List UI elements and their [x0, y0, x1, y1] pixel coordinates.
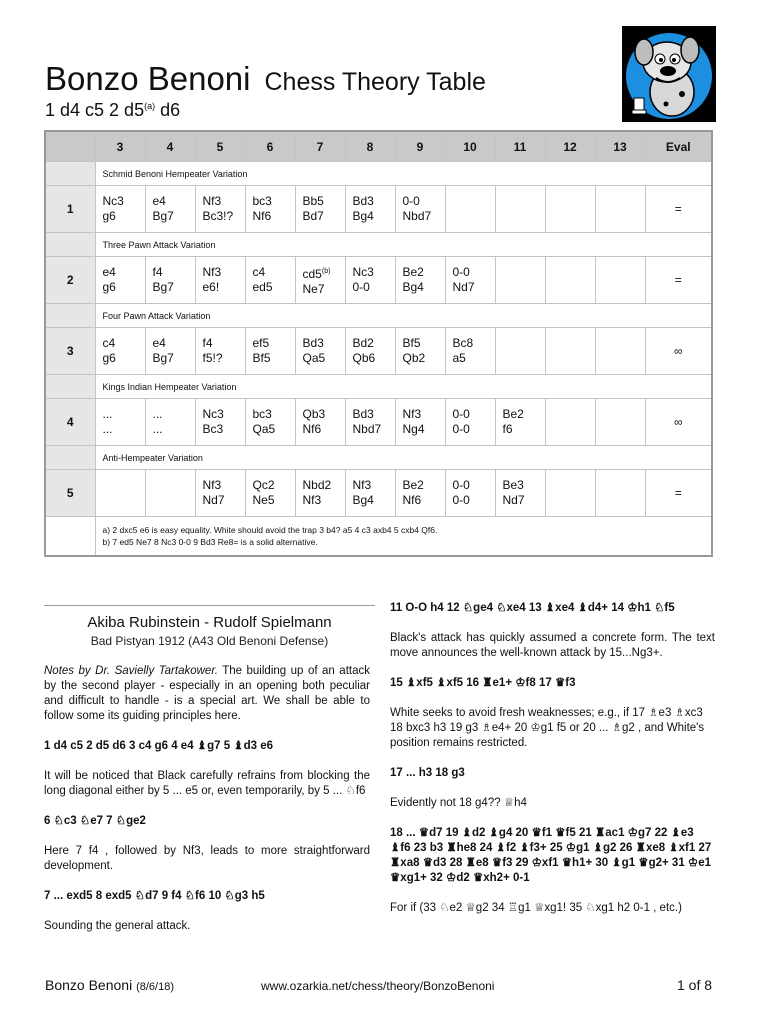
black-move: ed5	[252, 280, 273, 294]
white-move	[103, 265, 145, 280]
move-cell	[495, 399, 545, 446]
white-move	[153, 194, 195, 209]
white-move	[253, 407, 295, 422]
white-move-text: ...	[152, 407, 163, 421]
move-cell	[395, 470, 445, 517]
white-move	[403, 407, 445, 422]
white-move	[203, 336, 245, 351]
move-cell	[595, 257, 645, 304]
move-cell	[145, 257, 195, 304]
move-cell	[195, 257, 245, 304]
header-cell: 5	[195, 131, 245, 162]
game-heading	[44, 605, 375, 648]
white-move-text: Qb3	[302, 407, 326, 421]
move-cell	[295, 399, 345, 446]
row-number: 1	[45, 186, 95, 233]
variation-name: Three Pawn Attack Variation	[95, 233, 712, 257]
move-cell	[245, 328, 295, 375]
white-move	[253, 194, 295, 209]
white-move-text: 0-0	[402, 194, 420, 208]
black-move: ...	[102, 422, 113, 436]
black-move: 0-0	[452, 422, 470, 436]
black-move: Bd7	[302, 209, 324, 223]
moves-row	[45, 186, 712, 233]
black-move: Bc3!?	[202, 209, 234, 223]
header-cell: 11	[495, 131, 545, 162]
white-move-text: Nc3	[352, 265, 374, 279]
title-sub: Chess Theory Table	[264, 68, 486, 96]
white-move	[403, 265, 445, 280]
black-move: 0-0	[352, 280, 370, 294]
white-move-text: Nf3	[202, 478, 222, 492]
move-text: 11 O-O h4 12 ♘ge4 ♘xe4 13 ♝xe4 ♝d4+ 14 ♔h1 ♘f5	[390, 602, 675, 614]
white-move-text: Nbd2	[302, 478, 332, 492]
white-move-text: bc3	[252, 407, 272, 421]
move-cell	[195, 186, 245, 233]
white-move-text: Bd3	[352, 407, 374, 421]
black-move: Nbd7	[402, 209, 432, 223]
move-cell	[145, 470, 195, 517]
move-cell	[95, 257, 145, 304]
variation-name: Schmid Benoni Hempeater Variation	[95, 162, 712, 186]
evaluation-cell: ∞	[645, 399, 712, 446]
notes-lead: Notes by Dr. Savielly Tartakower.	[44, 665, 218, 677]
move-cell	[345, 470, 395, 517]
white-move-text: Be3	[502, 478, 524, 492]
white-move-text: Nc3	[102, 194, 124, 208]
move-cell	[545, 470, 595, 517]
move-cell	[345, 399, 395, 446]
move-cell	[595, 186, 645, 233]
white-move-text: 0-0	[452, 265, 470, 279]
black-move: Nd7	[452, 280, 475, 294]
header-cell: 3	[95, 131, 145, 162]
row-number: 5	[45, 470, 95, 517]
move-cell	[345, 328, 395, 375]
black-move: Bg4	[402, 280, 424, 294]
move-cell	[545, 328, 595, 375]
footer-date: (8/6/18)	[136, 981, 174, 993]
move-cell	[295, 186, 345, 233]
move-cell	[245, 399, 295, 446]
header-cell: 4	[145, 131, 195, 162]
header-cell: 13	[595, 131, 645, 162]
white-move	[353, 265, 395, 280]
variation-row	[45, 233, 712, 257]
black-move: Qa5	[252, 422, 276, 436]
black-move: Nf6	[302, 422, 322, 436]
opening-moves-end: d6	[155, 100, 181, 120]
right-column	[390, 601, 715, 916]
move-cell	[145, 399, 195, 446]
black-move: Bg4	[352, 209, 374, 223]
white-move-text: Be2	[402, 478, 424, 492]
comment-text: Here 7 f4 , followed by Nf3, leads to more straightforward development.	[44, 845, 370, 872]
white-move-text: Bb5	[302, 194, 324, 208]
header-cell: 8	[345, 131, 395, 162]
moves-row	[45, 257, 712, 304]
white-move	[103, 407, 145, 422]
move-cell	[195, 399, 245, 446]
white-move	[253, 478, 295, 493]
white-move-text: Bd2	[352, 336, 374, 350]
black-move: Nf6	[402, 493, 422, 507]
white-move	[253, 265, 295, 280]
white-move	[503, 407, 545, 422]
black-move: Bf5	[252, 351, 271, 365]
row-number-cell	[45, 233, 95, 257]
white-move-text: ef5	[252, 336, 270, 350]
move-cell	[245, 186, 295, 233]
moves-row	[45, 328, 712, 375]
footer-doc-name: Bonzo Benoni	[45, 977, 133, 993]
white-move	[303, 194, 345, 209]
opening-footnote-ref: (a)	[144, 101, 156, 111]
move-text: 1 d4 c5 2 d5 d6 3 c4 g6 4 e4 ♝g7 5 ♝d3 e6	[44, 740, 274, 752]
notes-paragraph	[44, 664, 370, 724]
black-move: ...	[152, 422, 163, 436]
black-move: Bg7	[152, 351, 174, 365]
black-move: g6	[102, 209, 116, 223]
move-cell	[295, 257, 345, 304]
move-cell	[195, 328, 245, 375]
header-cell: 9	[395, 131, 445, 162]
row-number: 2	[45, 257, 95, 304]
black-move: Ne5	[252, 493, 275, 507]
white-move	[353, 336, 395, 351]
move-text: 7 ... exd5 8 exd5 ♘d7 9 f4 ♘f6 10 ♘g3 h5	[44, 890, 265, 902]
variation-row	[45, 446, 712, 470]
move-text: 15 ♝xf5 ♝xf5 16 ♜e1+ ♔f8 17 ♛f3	[390, 677, 576, 689]
white-move	[453, 478, 495, 493]
move-cell	[595, 399, 645, 446]
move-cell	[445, 328, 495, 375]
white-move-text: Nf3	[202, 265, 222, 279]
white-move-text: f4	[202, 336, 213, 350]
evaluation-cell: =	[645, 257, 712, 304]
comment-text: Sounding the general attack.	[44, 920, 191, 932]
white-move-text: cd5	[302, 266, 322, 281]
move-text: 18 ... ♛d7 19 ♝d2 ♝g4 20 ♛f1 ♛f5 21 ♜ac1 ♔g7 22 ♝e3 ♝f6 23 b3 ♜he8 24 ♝f2 ♝f3+ 25 ♔g1 ♝g2 26 ♜xe8 ♝xf1 27 ♜xa8 ♛d3 28 ♜e8 ♛f3 29 ♔xf1 ♛h1+ 30 ♝g1 ♛g2+ 31 ♔e1 ♛xg1+ 32 ♔d2 ♛xh2+ 0-1	[390, 827, 712, 884]
white-move	[403, 478, 445, 493]
footer-page-number: 1 of 8	[677, 977, 713, 993]
move-cell	[195, 470, 245, 517]
move-cell	[495, 186, 545, 233]
white-move	[103, 194, 145, 209]
white-move-text: Be2	[402, 265, 424, 279]
move-cell	[445, 186, 495, 233]
footnote-b: b) 7 ed5 Ne7 8 Nc3 0-0 9 Bd3 Re8= is a solid alternative.	[102, 537, 318, 547]
row-number-cell	[45, 446, 95, 470]
move-cell	[395, 399, 445, 446]
move-cell	[145, 186, 195, 233]
white-move	[503, 478, 545, 493]
move-cell	[295, 470, 345, 517]
move-cell	[145, 328, 195, 375]
evaluation-cell: =	[645, 470, 712, 517]
black-move: f6	[502, 422, 513, 436]
move-cell	[395, 257, 445, 304]
white-move	[153, 407, 195, 422]
white-move-text: Nf3	[402, 407, 422, 421]
black-move: Bg4	[352, 493, 374, 507]
variation-row	[45, 375, 712, 399]
table-header-row	[45, 131, 712, 162]
move-cell	[545, 257, 595, 304]
white-move-text: Nf3	[352, 478, 372, 492]
move-cell	[395, 186, 445, 233]
black-move: Nf3	[302, 493, 322, 507]
title-main: Bonzo Benoni	[45, 60, 251, 97]
white-move	[203, 265, 245, 280]
black-move: g6	[102, 280, 116, 294]
white-move	[403, 336, 445, 351]
white-move	[403, 194, 445, 209]
footnote-a: a) 2 dxc5 e6 is easy equality. White should avoid the trap 3 b4? a5 4 c3 axb4 5 cxb4 Qf6.	[102, 525, 438, 535]
white-move	[303, 264, 345, 282]
black-move: e6!	[202, 280, 220, 294]
white-move	[353, 478, 395, 493]
black-move: a5	[452, 351, 466, 365]
white-move-text: Nc3	[202, 407, 224, 421]
move-cell	[595, 328, 645, 375]
move-cell	[295, 328, 345, 375]
comment-text: For if (33 ♘e2 ♕g2 34 ♖g1 ♕xg1! 35 ♘xg1 h2 0-1 , etc.)	[390, 902, 682, 914]
header-cell: Eval	[645, 131, 712, 162]
header-cell: 7	[295, 131, 345, 162]
move-cell	[445, 257, 495, 304]
black-move: Ng4	[402, 422, 425, 436]
white-move-text: e4	[152, 194, 166, 208]
white-move	[253, 336, 295, 351]
move-cell	[495, 470, 545, 517]
black-move: Nd7	[202, 493, 225, 507]
row-number: 3	[45, 328, 95, 375]
row-number-cell	[45, 375, 95, 399]
black-move: Nd7	[502, 493, 525, 507]
moves-row	[45, 399, 712, 446]
footer-left	[45, 977, 174, 993]
white-move-text: Bd3	[302, 336, 324, 350]
white-move	[153, 265, 195, 280]
header-cell: 10	[445, 131, 495, 162]
move-cell	[595, 470, 645, 517]
footnote-ref: (b)	[321, 267, 331, 275]
white-move-text: Nf3	[202, 194, 222, 208]
white-move	[353, 194, 395, 209]
bonzo-logo	[622, 26, 716, 122]
evaluation-cell: =	[645, 186, 712, 233]
white-move	[353, 407, 395, 422]
move-cell	[245, 470, 295, 517]
evaluation-cell: ∞	[645, 328, 712, 375]
moves-row	[45, 470, 712, 517]
white-move	[453, 336, 495, 351]
white-move-text: ...	[102, 407, 113, 421]
variation-name: Four Pawn Attack Variation	[95, 304, 712, 328]
game-title: Akiba Rubinstein - Rudolf Spielmann	[87, 614, 332, 631]
left-column	[44, 664, 370, 934]
row-number-cell	[45, 304, 95, 328]
white-move-text: f4	[152, 265, 163, 279]
comment-text: Black's attack has quickly assumed a concrete form. The text move announces the well-known attack by 15...Ng3+.	[390, 632, 715, 659]
white-move	[203, 194, 245, 209]
move-cell	[245, 257, 295, 304]
move-cell	[95, 399, 145, 446]
variation-row	[45, 162, 712, 186]
white-move-text: Be2	[502, 407, 524, 421]
move-cell	[345, 186, 395, 233]
move-text: 17 ... h3 18 g3	[390, 767, 465, 779]
move-cell	[95, 186, 145, 233]
white-move-text: e4	[102, 265, 116, 279]
move-cell	[495, 257, 545, 304]
white-move-text: Bf5	[402, 336, 421, 350]
black-move: Bg7	[152, 209, 174, 223]
white-move-text: 0-0	[452, 478, 470, 492]
white-move	[153, 336, 195, 351]
white-move-text: Bc8	[452, 336, 474, 350]
move-cell	[545, 399, 595, 446]
move-cell	[545, 186, 595, 233]
opening-line	[45, 100, 180, 121]
black-move: 0-0	[452, 493, 470, 507]
black-move: f5!?	[202, 351, 223, 365]
row-number-cell	[45, 162, 95, 186]
white-move-text: Qc2	[252, 478, 275, 492]
move-cell	[95, 328, 145, 375]
white-move-text: c4	[252, 265, 266, 279]
comment-text: Evidently not 18 g4?? ♕h4	[390, 797, 527, 809]
comment-text: It will be noticed that Black carefully refrains from blocking the long diagonal either by 5 ... e5 or, even temporarily, by 5 ... ♘f6	[44, 770, 370, 797]
move-cell	[495, 328, 545, 375]
header-cell: 6	[245, 131, 295, 162]
black-move: Qb6	[352, 351, 376, 365]
white-move	[453, 407, 495, 422]
move-cell	[445, 399, 495, 446]
variation-name: Anti-Hempeater Variation	[95, 446, 712, 470]
white-move-text: e4	[152, 336, 166, 350]
variation-row	[45, 304, 712, 328]
white-move-text: Bd3	[352, 194, 374, 208]
black-move: Qb2	[402, 351, 426, 365]
white-move-text: c4	[102, 336, 116, 350]
white-move	[203, 407, 245, 422]
black-move: Bc3	[202, 422, 224, 436]
white-move	[303, 478, 345, 493]
white-move-text: 0-0	[452, 407, 470, 421]
theory-table	[44, 130, 713, 557]
white-move	[103, 336, 145, 351]
header-cell	[45, 131, 95, 162]
move-text: 6 ♘c3 ♘e7 7 ♘ge2	[44, 815, 146, 827]
white-move	[453, 265, 495, 280]
notes-body: The building up of an attack by the second player - especially in an opening both peculiar and difficult to handle - is a special art. We shall be able to follow some its guiding principles here.	[44, 665, 370, 722]
game-subtitle: Bad Pistyan 1912 (A43 Old Benoni Defense)	[90, 634, 329, 648]
black-move: Ne7	[302, 281, 325, 296]
comment-text: White seeks to avoid fresh weaknesses; e.g., if 17 ♗e3 ♗xc3 18 bxc3 h3 19 g3 ♗e4+ 20 ♔g1 f5 or 20 ... ♗g2 , and White's position remains restricted.	[390, 707, 705, 749]
white-move	[303, 407, 345, 422]
black-move: Nf6	[252, 209, 272, 223]
move-cell	[95, 470, 145, 517]
footnote-spacer	[45, 517, 95, 557]
page-title	[45, 60, 486, 101]
footer-url: www.ozarkia.net/chess/theory/BonzoBenoni	[261, 979, 495, 993]
move-cell	[445, 470, 495, 517]
white-move-text: bc3	[252, 194, 272, 208]
black-move: g6	[102, 351, 116, 365]
black-move: Bg7	[152, 280, 174, 294]
variation-name: Kings Indian Hempeater Variation	[95, 375, 712, 399]
row-number: 4	[45, 399, 95, 446]
move-cell	[395, 328, 445, 375]
opening-moves: 1 d4 c5 2 d5	[45, 100, 145, 120]
black-move: Nbd7	[352, 422, 382, 436]
header-cell: 12	[545, 131, 595, 162]
black-move: Qa5	[302, 351, 326, 365]
white-move	[203, 478, 245, 493]
footnotes	[95, 517, 712, 557]
move-cell	[345, 257, 395, 304]
white-move	[303, 336, 345, 351]
footnotes-row	[45, 517, 712, 557]
